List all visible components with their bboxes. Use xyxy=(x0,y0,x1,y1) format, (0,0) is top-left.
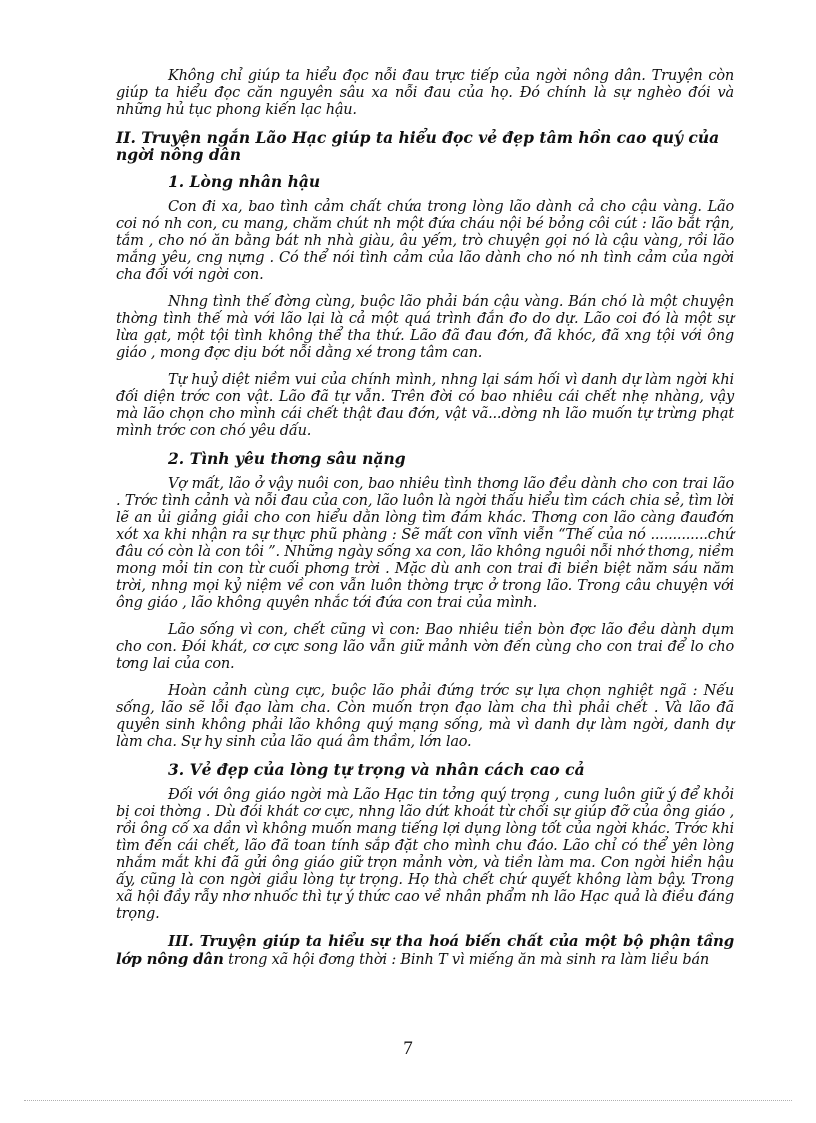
section-heading-3: III. Truyện giúp ta hiểu sự tha hoá biến chất của một bộ phận tầng lớp nông dân xyxy=(116,932,734,968)
page-bottom-divider xyxy=(24,1100,792,1101)
page-number: 7 xyxy=(403,1038,413,1059)
paragraph-7: Đối với ông giáo ngời mà Lão Hạc tin tởng quý trọng , cung luôn giữ ý để khỏi bị coi thờng . Dù đói khát cơ cực, nhng lão dứt khoát từ chối sự giúp đỡ của ông giáo , rồi ông cố xa dần vì không muốn mang tiếng lợi dụng lòng tốt của ngời khác. Trớc khi tìm đến cái chết, lão đã toan tính sắp đặt cho mình chu đáo. Lão chỉ có thể yên lòng nhắm mắt khi đã gửi ông giáo giữ trọn mảnh vờn, và tiền làm ma. Con ngời hiền hậu ấy, cũng là con ngời giầu lòng tự trọng. Họ thà chết chứ quyết không làm bậy. Trong xã hội đầy rẫy nhơ nhuốc thì tự ý thức cao về nhân phẩm nh lão Hạc quả là điều đáng trọng. xyxy=(116,787,734,922)
subheading-3: 3. Vẻ đẹp của lòng tự trọng và nhân cách cao cả xyxy=(168,760,585,779)
paragraph-intro: Không chỉ giúp ta hiểu đọc nỗi đau trực tiếp của ngời nông dân. Truyện còn giúp ta hiểu đọc căn nguyên sâu xa nỗi đau của họ. Đó chính là sự nghèo đói và những hủ tục phong kiến lạc hậu. xyxy=(116,68,734,118)
paragraph-4: Vợ mất, lão ở vậy nuôi con, bao nhiêu tình thơng lão đều dành cho con trai lão . Trớc tình cảnh và nỗi đau của con, lão luôn là ngời thấu hiểu tìm cách chia sẻ, tìm lời lẽ an ủi giảng giải cho con hiểu dằn lòng tìm đám khác. Thơng con lão càng đauđớn xót xa khi nhận ra sự thực phũ phàng : Sẽ mất con vĩnh viễn “Thế của nó .............chứ đâu có còn là con tôi ”. Những ngày sống xa con, lão không nguôi nỗi nhớ thơng, niềm mong mỏi tin con từ cuối phơng trời . Mặc dù anh con trai đi biền biệt năm sáu năm trời, nhng mọi kỷ niệm về con vẫn luôn thờng trực ở trong lão. Trong câu chuyện với ông giáo , lão không quyên nhắc tới đứa con trai của mình. xyxy=(116,476,734,611)
paragraph-6: Hoàn cảnh cùng cực, buộc lão phải đứng trớc sự lựa chọn nghiệt ngã : Nếu sống, lão sẽ lỗi đạo làm cha. Còn muốn trọn đạo làm cha thì phải chết . Và lão đã quyên sinh không phải lão không quý mạng sống, mà vì danh dự làm ngời, danh dự làm cha. Sự hy sinh của lão quá âm thầm, lớn lao. xyxy=(116,683,734,750)
document-page xyxy=(116,68,734,979)
paragraph-section-3: III. Truyện giúp ta hiểu sự tha hoá biến chất của một bộ phận tầng lớp nông dân trong xã hội đơng thời : Binh T vì miếng ăn mà sinh ra làm liều bán xyxy=(116,932,734,968)
paragraph-2: Nhng tình thế đờng cùng, buộc lão phải bán cậu vàng. Bán chó là một chuyện thờng tình thế mà với lão lại là cả một quá trình đắn đo do dự. Lão coi đó là một sự lừa gạt, một tội tình không thể tha thứ. Lão đã đau đớn, đã khóc, đã xng tội với ông giáo , mong đợc dịu bớt nỗi dằng xé trong tâm can. xyxy=(116,294,734,361)
subheading-2: 2. Tình yêu thơng sâu nặng xyxy=(168,449,406,468)
paragraph-5: Lão sống vì con, chết cũng vì con: Bao nhiêu tiền bòn đợc lão đều dành dụm cho con. Đói khát, cơ cực song lão vẫn giữ mảnh vờn đến cùng cho con trai để lo cho tơng lai của con. xyxy=(116,622,734,672)
paragraph-3: Tự huỷ diệt niềm vui của chính mình, nhng lại sám hối vì danh dự làm ngời khi đối diện trớc con vật. Lão đã tự vẫn. Trên đời có bao nhiêu cái chết nhẹ nhàng, vậy mà lão chọn cho mình cái chết thật đau đớn, vật vã...dờng nh lão muốn tự trừng phạt mình trớc con chó yêu dấu. xyxy=(116,372,734,439)
subheading-1: 1. Lòng nhân hậu xyxy=(168,172,321,191)
section-heading-2: II. Truyện ngắn Lão Hạc giúp ta hiểu đọc vẻ đẹp tâm hồn cao quý của ngời nông dân xyxy=(116,128,720,164)
paragraph-1: Con đi xa, bao tình cảm chất chứa trong lòng lão dành cả cho cậu vàng. Lão coi nó nh con, cu mang, chăm chút nh một đứa cháu nội bé bỏng côi cút : lão bắt rận, tắm , cho nó ăn bằng bát nh nhà giàu, âu yếm, trò chuyện gọi nó là cậu vàng, rồi lão mắng yêu, cng nựng . Có thể nói tình cảm của lão dành cho nó nh tình cảm của ngời cha đối với ngời con. xyxy=(116,199,734,283)
